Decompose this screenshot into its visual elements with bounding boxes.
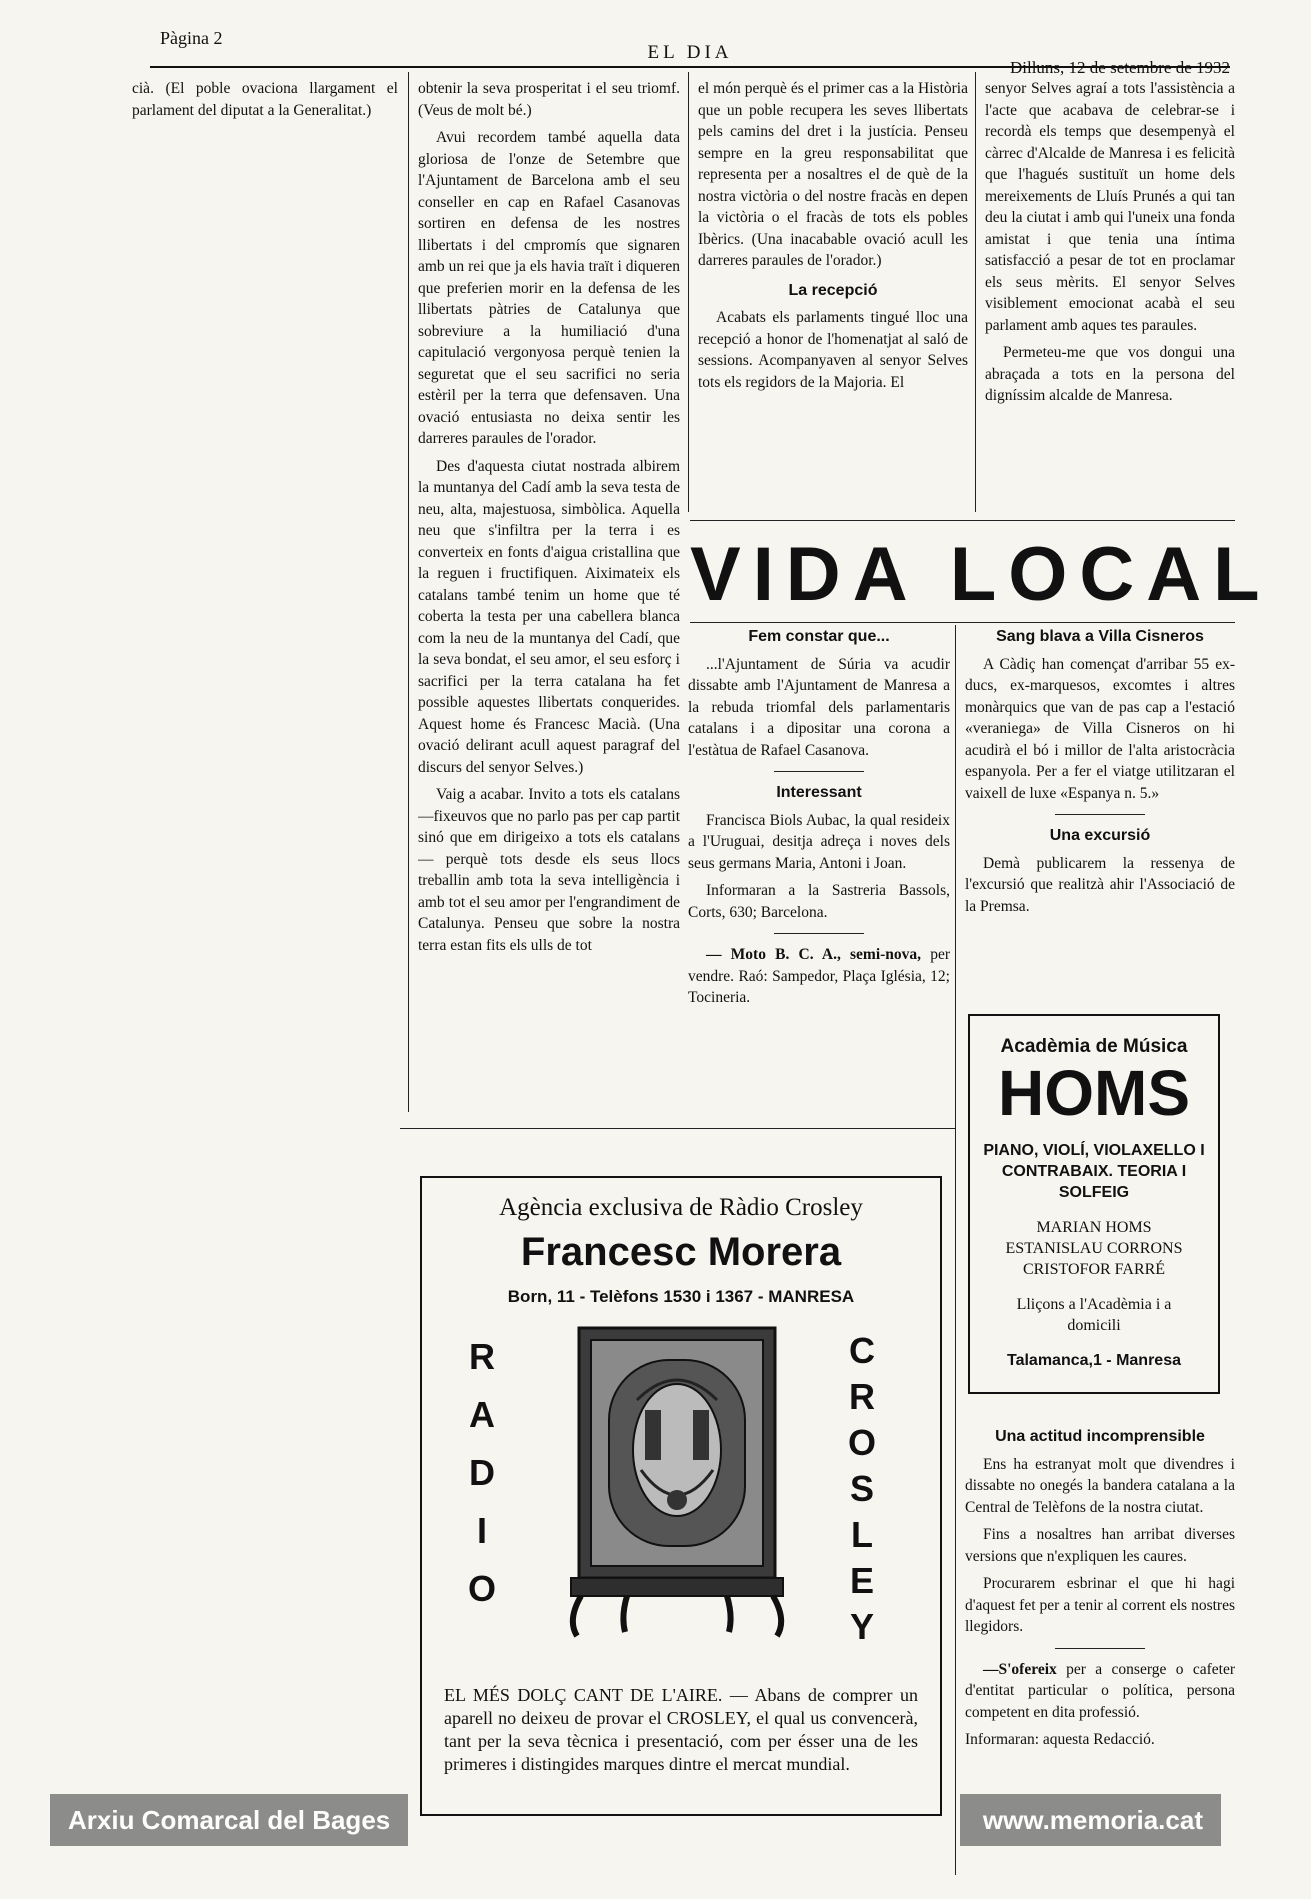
paragraph: Procurarem esbrinar el que hi hagi d'aquest fet per a tenir al corrent els nostres llegidors. (965, 1575, 1235, 1635)
letter: D (469, 1452, 495, 1493)
vida-local-left-column (688, 618, 950, 1123)
letter: C (849, 1330, 875, 1371)
paragraph (965, 1659, 1235, 1724)
column-1 (132, 78, 398, 1778)
section-title-actitud: Una actitud incomprensible (995, 1428, 1205, 1445)
page-header (150, 22, 1230, 77)
letter: R (849, 1376, 875, 1417)
paragraph: Demà publicarem la ressenya de l'excursió que realitzà ahir l'Associació de la Premsa. (965, 854, 1235, 915)
crosley-address: Born, 11 - Telèfons 1530 i 1367 - MANRESA (507, 1287, 855, 1306)
radio-cabinet-illustration (557, 1320, 797, 1640)
homs-ad (968, 1014, 1220, 1394)
homs-top: Acadèmia de Música (1000, 1036, 1188, 1057)
section-title-excursio: Una excursió (1049, 827, 1151, 844)
teacher: MARIAN HOMS (1036, 1219, 1152, 1236)
letter: S (849, 1468, 874, 1509)
letter: R (469, 1336, 495, 1377)
header-rule (150, 66, 1230, 68)
website-watermark: www.memoria.cat (960, 1794, 1221, 1846)
column-divider (975, 72, 976, 512)
paragraph: Fins a nosaltres han arribat diverses versions que n'expliquen les caures. (965, 1526, 1235, 1565)
section-title-sang-blava: Sang blava a Villa Cisneros (996, 628, 1204, 645)
homs-lessons: Lliçons a l'Acadèmia i a domicili (1016, 1296, 1172, 1334)
teacher: ESTANISLAU CORRONS (1005, 1240, 1183, 1257)
column-divider (955, 625, 956, 1875)
issue-date: Dilluns, 12 de setembre de 1932 (1009, 58, 1230, 77)
paragraph: obtenir la seva prosperitat i el seu triomf. (Veus de molt bé.) (418, 80, 680, 119)
newspaper-title: EL DIA (647, 42, 733, 63)
classified-title: —S'ofereix (983, 1660, 1057, 1678)
section-title-recepcio: La recepció (788, 281, 878, 299)
small-rule (774, 933, 864, 934)
small-rule (1055, 1648, 1145, 1649)
homs-address: Talamanca,1 - Manresa (1006, 1352, 1181, 1369)
section-title-fem-constar: Fem constar que... (748, 628, 890, 645)
section-rule (690, 520, 1235, 521)
crosley-slogan-text: Abans de comprer un aparell no deixeu de provar el CROSLEY, el qual us convencerà, tant per la seva tècnica i presentació, com per ésser una de les primeres i distingides marques dintre el mercat mundial. (444, 1685, 919, 1774)
section-rule (400, 1128, 955, 1129)
radio-vertical-word (462, 1328, 502, 1618)
paragraph: Francisca Biols Aubac, la qual resideix a l'Uruguai, desitja adreça i noves dels seus germans Maria, Antoni i Joan. (688, 811, 950, 872)
letter: A (469, 1394, 495, 1435)
paragraph: Avui recordem també aquella data gloriosa de l'onze de Setembre que l'Ajuntament de Barcelona amb el seu conseller en cap en Rafael Casanovas sortiren en defensa de les nostres llibertats i del cmpromís que signaren amb un rei que ja els havia traït i diqueren que preferien morir en la defensa de les llibertats pàtries de Catalunya que sobreviure a la humiliació d'una capitulació vergonyosa perquè tenien la seguretat que el seu sacrifici no seria estèril per la terra que defensaven. Una ovació entusiasta no deixa sentir les darreres paraules de l'orador. (418, 129, 680, 447)
small-rule (774, 771, 864, 772)
classified-title: — Moto B. C. A., semi-nova, (706, 946, 922, 963)
paragraph: cià. (El poble ovaciona llargament el parlament del diputat a la Generalitat.) (132, 80, 398, 119)
paragraph: Acabats els parlaments tingué lloc una recepció a honor de l'homenatjat al saló de sessions. Acompanyaven al senyor Selves tots els regidors de la Majoria. El (698, 309, 968, 391)
paragraph: Des d'aquesta ciutat nostrada albirem la muntanya del Cadí amb la seva testa de neu, alta, majestuosa, simbòlica. Aquella neu que s'infiltra per la terra i es converteix en fonts d'aigua cristallina que la reguen i fructifiquen. Aiximateix els catalans també tenim un home que té coberta la testa per una cabellera blanca com la neu de la muntanya del Cadí, que la seva bondat, el seu amor, el seu esforç i sacrifici per la terra catalana ha fet possible aquestes llibertats conquerides. Aquest home és Francesc Macià. (Una ovació delirant acull aquest paragraf del discurs del senyor Selves.) (418, 457, 680, 776)
letter: O (467, 1568, 496, 1609)
vida-local-banner: VIDA LOCAL (690, 532, 1272, 617)
column-divider (408, 72, 409, 1112)
column-3 (698, 78, 968, 508)
crosley-vertical-word (842, 1328, 882, 1650)
paragraph: Permeteu-me que vos dongui una abraçada a tots en la persona del digníssim alcalde de Manresa. (985, 344, 1235, 404)
paragraph: Informaran a la Sastreria Bassols, Corts, 630; Barcelona. (688, 882, 950, 921)
paragraph: A Càdiç han començat d'arribar 55 ex-ducs, ex-marquesos, excomtes i altres monàrquics que van de pas cap a l'estació «veraniega» de Villa Cisneros on hi acudirà el bó i millor de l'alta aristocràcia espanyola. Per a fer el viatge utilitzaran el vaixell de luxe «Espanya n. 5.» (965, 655, 1235, 802)
vida-local-right-column (965, 618, 1235, 1008)
actitud-column (965, 1418, 1235, 1798)
paragraph: Vaig a acabar. Invito a tots els catalans —fixeuvos que no parlo pas per cap partit sinó que em dirigeixo a tots els catalans— perquè tots desde els seus llocs treballin amb tota la seva intelligència i amb tot el seu amor per l'engrandiment de Catalunya. Penseu que sobre la nostra terra estan fits els ulls de tot (418, 786, 680, 954)
teacher: CRISTOFOR FARRÉ (1022, 1261, 1166, 1278)
homs-subjects: PIANO, VIOLÍ, VIOLAXELLO I CONTRABAIX. TEORIA I SOLFEIG (983, 1142, 1205, 1201)
crosley-slogan-title: EL MÉS DOLÇ CANT DE L'AIRE. — (444, 1685, 748, 1705)
paragraph: Ens ha estranyat molt que divendres i dissabte no onegés la bandera catalana a la Central de Telèfons de la nostra ciutat. (965, 1455, 1235, 1516)
classified-text: per a conserge o cafeter d'entitat particular o política, persona competent en dita professió. (965, 1660, 1235, 1721)
classified-text: per vendre. Raó: Sampedor, Plaça Iglésia, 12; Tocineria. (688, 946, 950, 1006)
archive-watermark: Arxiu Comarcal del Bages (50, 1794, 408, 1846)
crosley-line1: Agència exclusiva de Ràdio Crosley (499, 1194, 863, 1221)
crosley-ad (420, 1176, 942, 1816)
letter: E (849, 1560, 874, 1601)
paragraph: Informaran: aquesta Redacció. (965, 1731, 1155, 1748)
paragraph: ...l'Ajuntament de Súria va acudir dissabte amb l'Ajuntament de Manresa a la rebuda triomfal dels parlamentaris catalans i a dipositar una corona a l'estàtua de Rafael Casanova. (688, 655, 950, 759)
letter: L (851, 1514, 873, 1555)
column-divider (688, 72, 689, 512)
column-4 (985, 78, 1235, 508)
letter: O (847, 1422, 876, 1463)
homs-teachers (970, 1217, 1218, 1280)
small-rule (1055, 814, 1145, 815)
letter: Y (849, 1606, 874, 1647)
paragraph: el món perquè és el primer cas a la Història que un poble recupera les seves llibertats pels camins del dret i la justícia. Penseu sempre en la greu responsabilitat que representa per a nosaltres el de què de la nostra victòria o del nostre fracàs en depen la victòria o el fracàs de tots els pobles Ibèrics. (Una inacabable ovació acull les darreres paraules de l'orador.) (698, 80, 968, 269)
page-number: Pàgina 2 (160, 28, 223, 48)
section-title-interessant: Interessant (776, 784, 862, 801)
paragraph (688, 944, 950, 1009)
letter: I (476, 1510, 487, 1551)
crosley-dealer-name: Francesc Morera (520, 1230, 842, 1274)
paragraph: senyor Selves agraí a tots l'assistència a l'acte que acabava de celebrar-se i recordà els temps que desempenyà el càrrec d'Alcalde de Manresa i es felicità que l'hagués sustituït un home dels mereixements de Lluís Prunés a qui tan deu la ciutat i amb qui l'uneix una fonda amistat i que tenia una íntima satisfacció a pesar de tot en proclamar els seus mèrits. El senyor Selves visiblement emocionat acabà el seu parlament amb aques tes paraules. (985, 80, 1235, 334)
column-2 (418, 78, 680, 1108)
homs-name: HOMS (998, 1057, 1190, 1129)
crosley-slogan (444, 1684, 918, 1776)
